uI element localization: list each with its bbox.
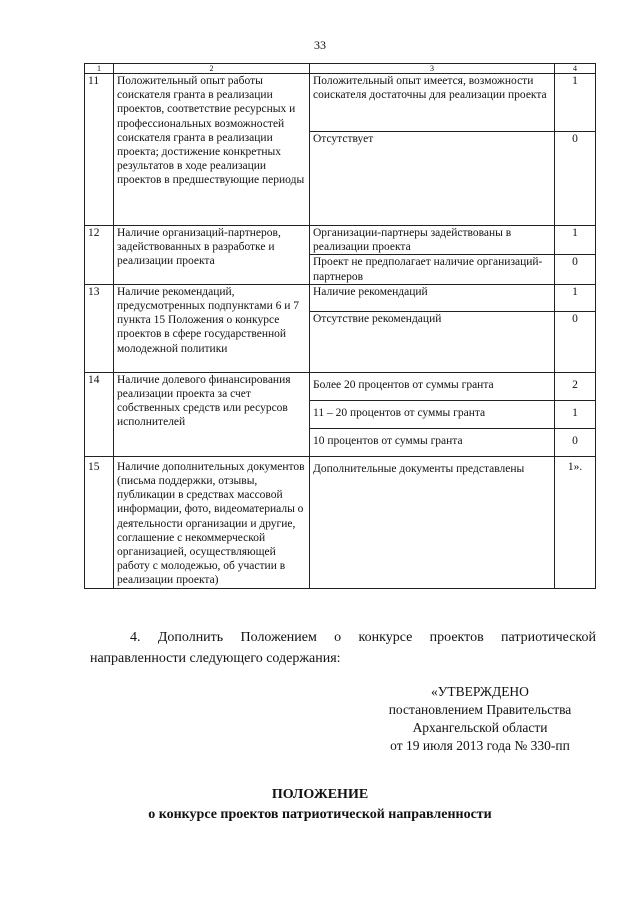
score-cell: 0 xyxy=(555,132,596,226)
document-title: ПОЛОЖЕНИЕ xyxy=(271,787,369,802)
document-subtitle: о конкурсе проектов патриотической направленности xyxy=(148,807,492,822)
score-cell: 0 xyxy=(555,255,596,284)
score-cell: 2 xyxy=(555,372,596,400)
row-number: 13 xyxy=(85,284,114,372)
criteria-table xyxy=(84,63,596,589)
table-row xyxy=(85,74,596,132)
column-header: 2 xyxy=(114,64,310,74)
row-number: 12 xyxy=(85,226,114,285)
amendment-paragraph: 4. Дополнить Положением о конкурсе проектов патриотической направленности следующего содержания: xyxy=(90,630,596,666)
option-cell: 11 – 20 процентов от суммы гранта xyxy=(310,400,555,428)
approval-block xyxy=(360,683,600,755)
table-row xyxy=(85,226,596,255)
option-cell: Положительный опыт имеется, возможности соискателя достаточны для реализации проекта xyxy=(310,74,555,132)
option-cell: Отсутствует xyxy=(310,132,555,226)
approval-line: от 19 июля 2013 года № 330-пп xyxy=(390,738,570,753)
table-row xyxy=(85,456,596,588)
approval-line: постановлением Правительства xyxy=(388,702,572,717)
criterion-cell: Наличие рекомендаций, предусмотренных подпунктами 6 и 7 пункта 15 Положения о конкурсе проектов в сфере государственной молодежной политики xyxy=(114,284,310,372)
approval-line: Архангельской области xyxy=(412,720,548,735)
score-cell: 0 xyxy=(555,311,596,372)
row-number: 14 xyxy=(85,372,114,456)
table-row xyxy=(85,372,596,400)
column-header: 3 xyxy=(310,64,555,74)
table-header-row xyxy=(85,64,596,74)
column-header: 1 xyxy=(85,64,114,74)
criterion-cell: Наличие организаций-партнеров, задействованных в разработке и реализации проекта xyxy=(114,226,310,285)
criterion-cell: Наличие дополнительных документов (письма поддержки, отзывы, публикации в средствах массовой информации, фото, видеоматериалы о деятельности организации и другие, соглашение с некоммерческой организацией, осуществляющей работу с молодежью, об участии в реализации проекта) xyxy=(114,456,310,588)
column-header: 4 xyxy=(555,64,596,74)
criterion-cell: Наличие долевого финансирования реализации проекта за счет собственных средств или ресурсов исполнителей xyxy=(114,372,310,456)
option-cell: Проект не предполагает наличие организаций-партнеров xyxy=(310,255,555,284)
score-cell: 0 xyxy=(555,428,596,456)
page-number: 33 xyxy=(314,38,326,52)
score-cell: 1 xyxy=(555,74,596,132)
row-number: 11 xyxy=(85,74,114,226)
approval-line: «УТВЕРЖДЕНО xyxy=(431,684,529,699)
score-cell: 1 xyxy=(555,400,596,428)
score-cell: 1». xyxy=(555,456,596,588)
table-row xyxy=(85,284,596,311)
score-cell: 1 xyxy=(555,284,596,311)
option-cell: 10 процентов от суммы гранта xyxy=(310,428,555,456)
score-cell: 1 xyxy=(555,226,596,255)
criterion-cell: Положительный опыт работы соискателя гранта в реализации проектов, соответствие ресурсных и профессиональных возможностей соискателя гранта в реализации проекта; достижение конкретных результатов в ходе реализации проектов в предшествующие периоды xyxy=(114,74,310,226)
option-cell: Организации-партнеры задействованы в реализации проекта xyxy=(310,226,555,255)
option-cell: Более 20 процентов от суммы гранта xyxy=(310,372,555,400)
option-cell: Отсутствие рекомендаций xyxy=(310,311,555,372)
row-number: 15 xyxy=(85,456,114,588)
option-cell: Наличие рекомендаций xyxy=(310,284,555,311)
option-cell: Дополнительные документы представлены xyxy=(310,456,555,588)
